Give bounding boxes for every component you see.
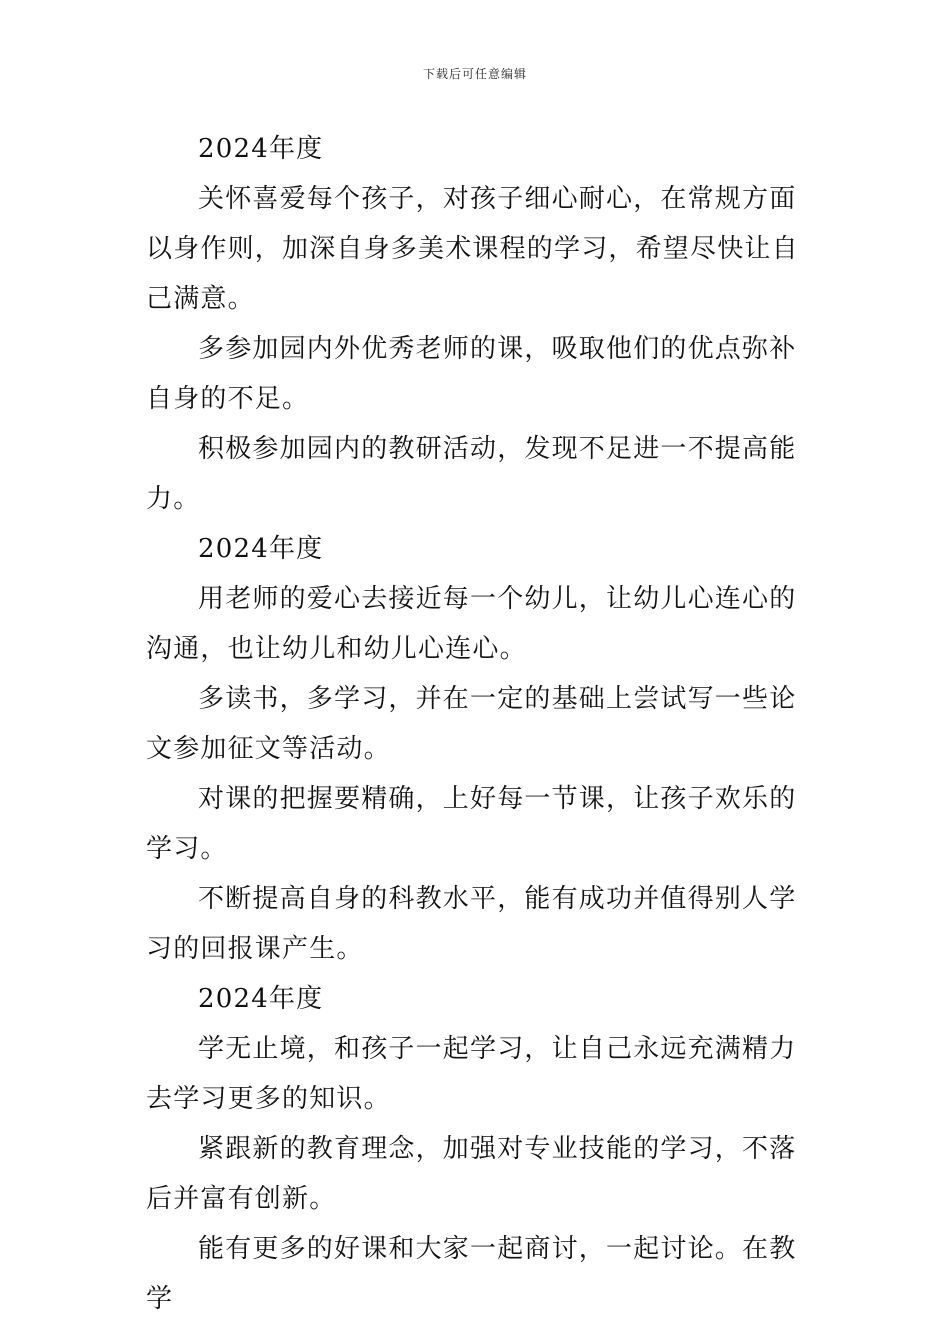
- year-heading-3: 2024年度: [198, 984, 324, 1014]
- document-body: [146, 124, 811, 1324]
- paragraph-8: 学无止境，和孩子一起学习，让自己永远充满精力去学习更多的知识。: [146, 1034, 797, 1114]
- page-header: 下载后可任意编辑: [422, 67, 527, 81]
- paragraph-7: 不断提高自身的科教水平，能有成功并值得别人学习的回报课产生。: [146, 884, 797, 964]
- year-heading-1: 2024年度: [198, 134, 324, 164]
- paragraph-2: 多参加园内外优秀老师的课，吸取他们的优点弥补自身的不足。: [146, 334, 797, 414]
- paragraph-5: 多读书，多学习，并在一定的基础上尝试写一些论文参加征文等活动。: [146, 684, 797, 764]
- paragraph-6: 对课的把握要精确，上好每一节课，让孩子欢乐的学习。: [146, 784, 797, 864]
- year-heading-2: 2024年度: [198, 534, 324, 564]
- paragraph-4: 用老师的爱心去接近每一个幼儿，让幼儿心连心的沟通，也让幼儿和幼儿心连心。: [146, 584, 797, 664]
- paragraph-9: 紧跟新的教育理念，加强对专业技能的学习，不落后并富有创新。: [146, 1134, 797, 1214]
- paragraph-3: 积极参加园内的教研活动，发现不足进一不提高能力。: [146, 434, 797, 514]
- paragraph-10: 能有更多的好课和大家一起商讨，一起讨论。在教学: [146, 1234, 797, 1314]
- paragraph-1: 关怀喜爱每个孩子，对孩子细心耐心，在常规方面以身作则，加深自身多美术课程的学习，希望尽快让自己满意。: [146, 184, 799, 314]
